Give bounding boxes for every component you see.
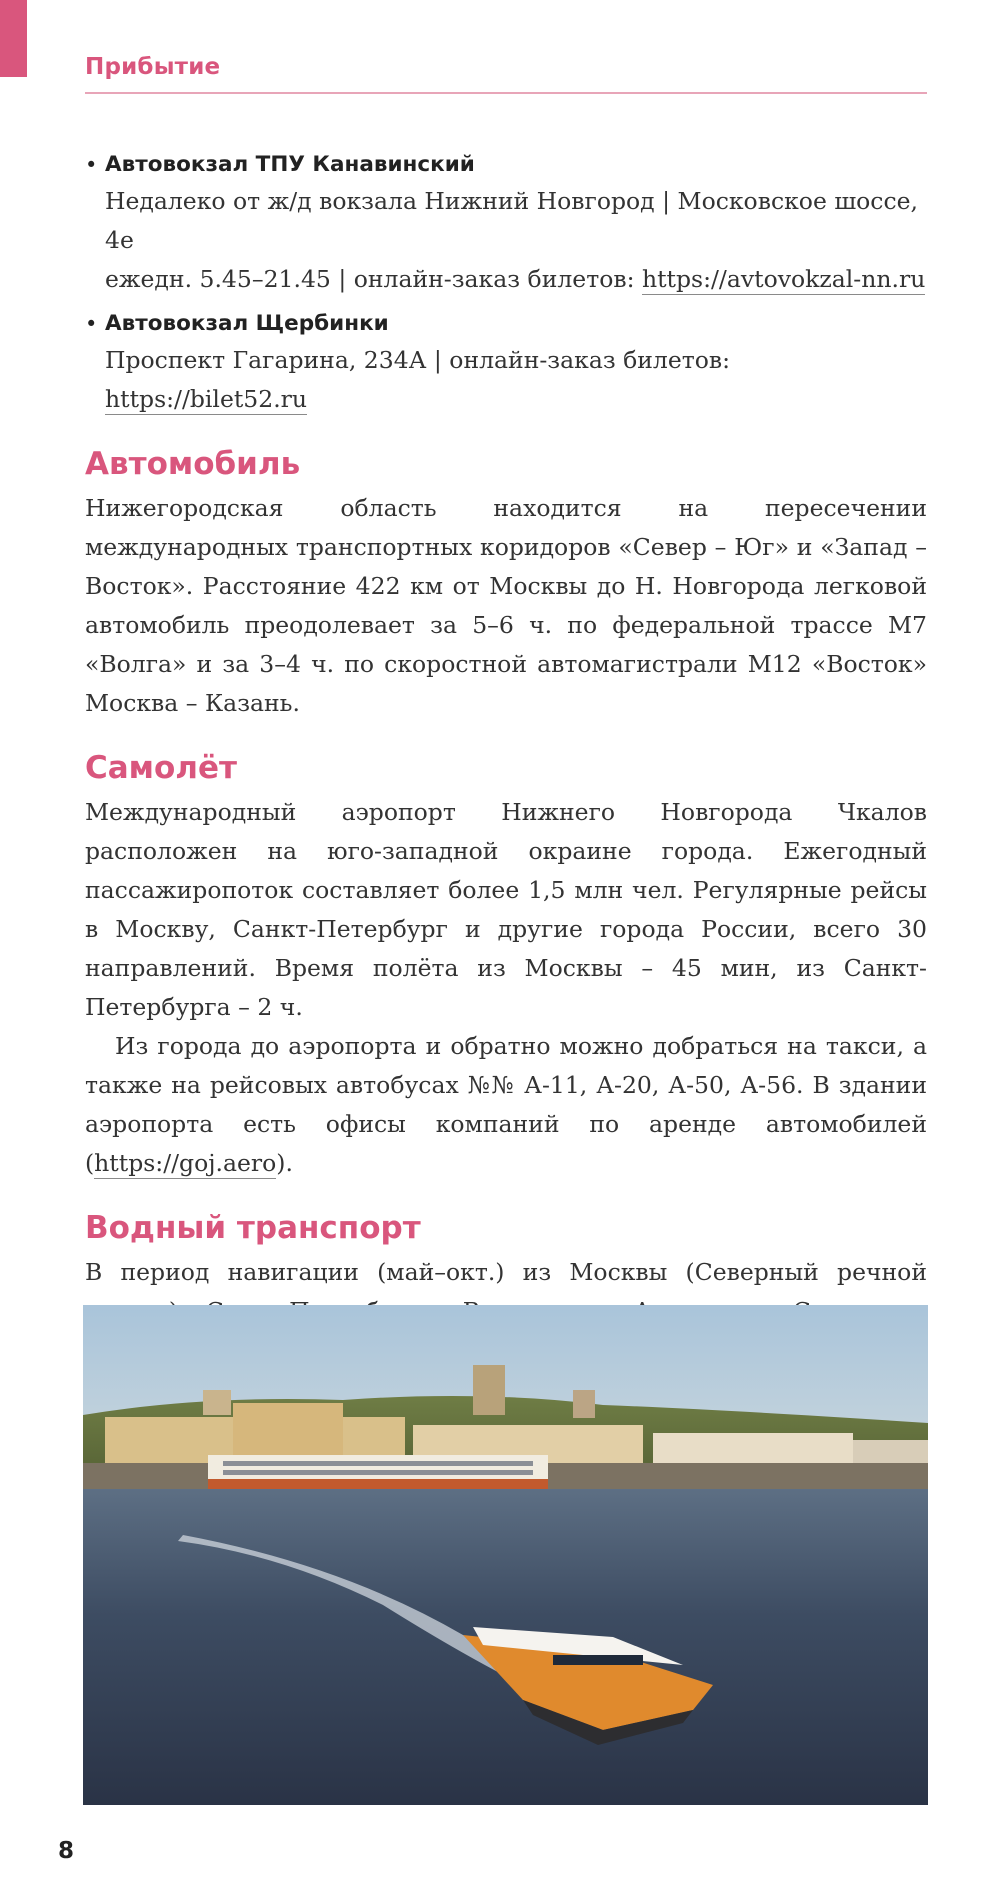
- bullet-icon: •: [85, 312, 98, 336]
- list-item: [85, 148, 927, 299]
- section-title-plane: Самолёт: [85, 750, 238, 786]
- page-number: 8: [58, 1838, 75, 1864]
- running-head: Прибытие: [85, 54, 221, 80]
- header-rule: [85, 92, 927, 94]
- bus-station-details: [85, 341, 927, 419]
- river-photo-illustration: [83, 1305, 928, 1805]
- section-text-plane: Международный аэропорт Нижнего Новгорода Чкалов расположен на юго-западной окраине города. Ежегодный пассажиропоток составляет более 1,5 млн чел. Регулярные рейсы в Москву, Санкт-Петербург и другие города России, всего 30 направлений. Время полёта из Москвы – 45 мин, из Санкт-Петербурга – 2 ч.: [85, 798, 927, 1021]
- bus-station-link[interactable]: https://avtovokzal-nn.ru: [641, 265, 926, 293]
- bus-station-title: Автовокзал Щербинки: [105, 311, 389, 336]
- airport-link[interactable]: https://goj.aero: [94, 1149, 277, 1177]
- list-item: [85, 307, 927, 419]
- page-content: [85, 148, 927, 1448]
- river-photo: [83, 1305, 928, 1805]
- transfer-text: Из города до аэропорта и обратно можно добраться на такси, а также на рейсовых автобусах №№ А-11, А-20, А-50, А-56. В здании аэропорта есть офисы компаний по аренде автомобилей (: [85, 1032, 927, 1177]
- cruise-ship: [208, 1455, 548, 1489]
- bus-station-title: Автовокзал ТПУ Канавинский: [105, 152, 475, 177]
- bus-station-link[interactable]: https://bilet52.ru: [105, 385, 308, 413]
- section-text-car: Нижегородская область находится на пересечении международных транспортных коридоров «Север – Юг» и «Запад – Восток». Расстояние 422 км от Москвы до Н. Новгорода легковой автомобиль преодолевает за 5–6 ч. по федеральной трассе М7 «Волга» и за 3–4 ч. по скоростной автомагистрали М12 «Восток» Москва – Казань.: [85, 494, 927, 717]
- bus-station-list: [85, 148, 927, 419]
- section-title-car: Автомобиль: [85, 446, 301, 482]
- section-title-water: Водный транспорт: [85, 1210, 421, 1246]
- bus-station-hours: ежедн. 5.45–21.45 | онлайн-заказ билетов:: [105, 265, 642, 293]
- bus-station-address: Проспект Гагарина, 234А | онлайн-заказ билетов:: [105, 346, 731, 374]
- transfer-text-end: ).: [276, 1149, 293, 1177]
- bus-station-details: [85, 182, 927, 299]
- section-tab-marker: [0, 0, 27, 77]
- section-text-water: В период навигации (май–окт.) из Москвы (Северный речной: [85, 1258, 927, 1286]
- bus-station-address: Недалеко от ж/д вокзала Нижний Новгород | Московское шоссе, 4е: [105, 187, 919, 254]
- bullet-icon: •: [85, 153, 98, 177]
- section-text-plane-transfer: [85, 1027, 927, 1183]
